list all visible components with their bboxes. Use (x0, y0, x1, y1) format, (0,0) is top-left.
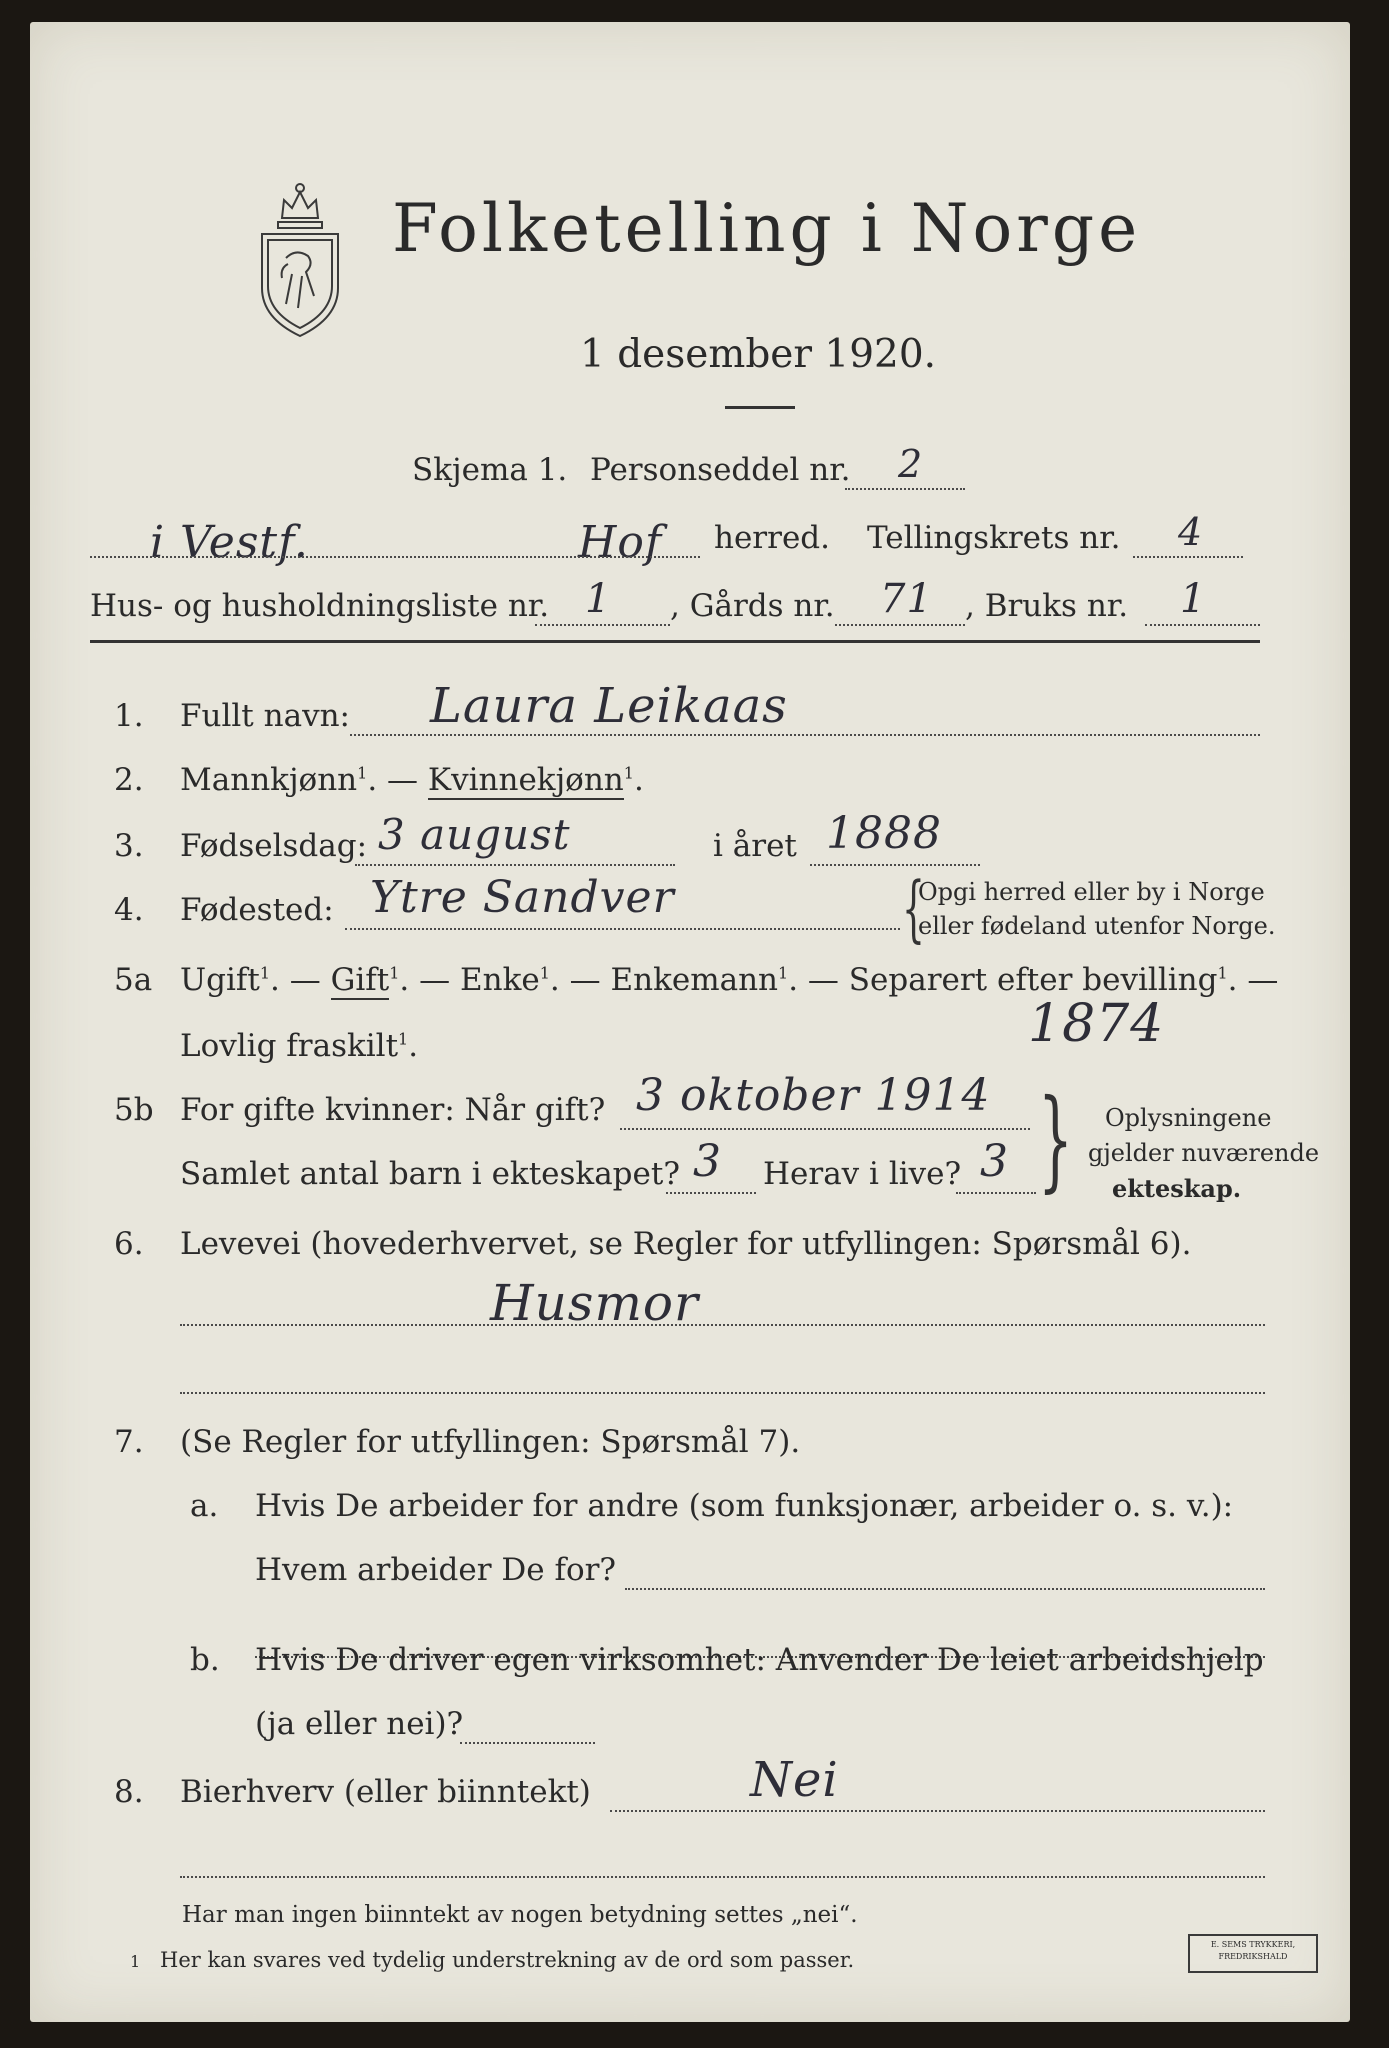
bruks-line (1145, 624, 1260, 626)
tellingskrets-value: 4 (1178, 510, 1204, 554)
option-separert: Separert efter bevilling (848, 962, 1218, 998)
husliste-value: 1 (585, 576, 612, 622)
q8-number: 8. (114, 1774, 144, 1810)
form-title: Folketelling i Norge (392, 190, 1142, 267)
q4-note-line1: Opgi herred eller by i Norge (918, 878, 1265, 906)
q7a-text: Hvis De arbeider for andre (som funksjonær, arbeider o. s. v.): (255, 1488, 1234, 1524)
bruks-label: , Bruks nr. (965, 588, 1129, 624)
gards-line (835, 624, 965, 626)
option-enkemann: Enkemann (610, 962, 779, 998)
q8-label: Bierhverv (eller biinntekt) (180, 1774, 591, 1810)
q5b-note-line1: Oplysningene (1105, 1104, 1272, 1132)
tellingskrets-label: Tellingskrets nr. (867, 520, 1121, 556)
printer-stamp: E. SEMS TRYKKERI, FREDRIKSHALD (1188, 1934, 1318, 1973)
q5b-label: For gifte kvinner: Når gift? (180, 1092, 606, 1128)
married-date-value: 3 oktober 1914 (636, 1070, 991, 1121)
option-ugift: Ugift (180, 962, 260, 998)
q6-label: Levevei (hovederhvervet, se Regler for utfyllingen: Spørsmål 6). (180, 1226, 1192, 1262)
side-income-value: Nei (750, 1752, 839, 1808)
occupation-line-1 (180, 1324, 1265, 1326)
county-handwritten: i Vestf. (150, 517, 309, 568)
husliste-label: Hus- og husholdningsliste nr. (90, 588, 550, 624)
children-value: 3 (693, 1136, 722, 1187)
birthday-line (355, 864, 675, 866)
title-divider (725, 406, 795, 409)
option-gift-underlined: Gift (330, 962, 390, 998)
gards-value: 71 (880, 576, 933, 622)
q5b-note-line3: ekteskap. (1112, 1174, 1242, 1203)
census-date: 1 desember 1920. (580, 332, 937, 377)
header-separator (90, 640, 1260, 643)
q4-label: Fødested: (180, 892, 334, 928)
q3-label: Fødselsdag: (180, 828, 368, 864)
children-line (666, 1192, 756, 1194)
q5b-brace: } (1038, 1075, 1073, 1203)
alive-line (956, 1192, 1036, 1194)
employer-line-1 (625, 1588, 1265, 1590)
option-kvinnekjonn-underlined: Kvinnekjønn (427, 762, 624, 798)
q6-number: 6. (114, 1226, 144, 1262)
q7-label: (Se Regler for utfyllingen: Spørsmål 7). (180, 1424, 801, 1460)
q5b-note-line2: gjelder nuværende (1088, 1139, 1320, 1167)
coat-of-arms-emblem (252, 178, 348, 338)
q5a-options: Ugift$^1$. — Gift$^1$. — Enke$^1$. — Enkemann$^1$. — Separert efter bevilling$^1$. — (180, 962, 1279, 998)
occupation-line-2 (180, 1392, 1265, 1394)
q4-brace: { (902, 866, 925, 950)
census-form (30, 22, 1350, 2022)
q7b-letter: b. (190, 1642, 220, 1678)
occupation-value: Husmor (490, 1274, 699, 1332)
herred-label: herred. (714, 520, 830, 556)
year-label: i året (713, 828, 797, 864)
option-mannkjonn: Mannkjønn (180, 762, 358, 798)
option-enke: Enke (459, 962, 540, 998)
q1-line (350, 734, 1260, 736)
q5a-number: 5a (114, 962, 153, 998)
bruks-value: 1 (1180, 576, 1207, 622)
personseddel-label: Personseddel nr. (590, 452, 851, 488)
q7b-question: (ja eller nei)? (255, 1706, 464, 1742)
q2-options: Mannkjønn$^1$. — Kvinnekjønn$^1$. (180, 762, 644, 798)
birthplace-value: Ytre Sandver (370, 872, 675, 923)
margin-year-annotation: 1874 (1028, 994, 1165, 1054)
schema-label: Skjema 1. (412, 452, 568, 488)
q1-label: Fullt navn: (180, 698, 350, 734)
birth-year-value: 1888 (826, 808, 942, 859)
herred-handwritten: Hof (578, 517, 663, 568)
alive-value: 3 (980, 1136, 1009, 1187)
q3-number: 3. (114, 828, 144, 864)
footer-note: Har man ingen biinntekt av nogen betydning settes „nei“. (182, 1902, 858, 1928)
husliste-line (535, 624, 670, 626)
q7b-text: Hvis De driver egen virksomhet: Anvender De leiet arbeidshjelp (255, 1642, 1264, 1678)
full-name-value: Laura Leikaas (430, 678, 788, 734)
personseddel-line (845, 488, 965, 490)
footnote-text: Her kan svares ved tydelig understrekning av de ord som passer. (160, 1948, 855, 1972)
side-income-line-1 (610, 1810, 1265, 1812)
q4-note-line2: eller fødeland utenfor Norge. (918, 912, 1276, 940)
herred-line (90, 556, 700, 558)
q7a-question: Hvem arbeider De for? (255, 1552, 617, 1588)
gards-label: , Gårds nr. (670, 588, 835, 624)
year-line (810, 864, 980, 866)
q5b-number: 5b (114, 1092, 154, 1128)
option-lovlig-fraskilt: Lovlig fraskilt$^1$. (180, 1028, 419, 1064)
children-label: Samlet antal barn i ekteskapet? (180, 1156, 680, 1192)
married-date-line (620, 1128, 1030, 1130)
birthplace-line (345, 928, 900, 930)
q2-number: 2. (114, 762, 144, 798)
alive-label: Herav i live? (763, 1156, 962, 1192)
hired-help-line (460, 1742, 595, 1744)
personseddel-value: 2 (898, 442, 924, 486)
q4-number: 4. (114, 892, 144, 928)
side-income-line-2 (180, 1876, 1265, 1878)
footnote-mark: 1 (130, 1952, 141, 1971)
q7-number: 7. (114, 1424, 144, 1460)
q7a-letter: a. (190, 1488, 219, 1524)
tellingskrets-line (1133, 556, 1243, 558)
birthday-value: 3 august (378, 810, 571, 859)
q1-number: 1. (114, 698, 144, 734)
